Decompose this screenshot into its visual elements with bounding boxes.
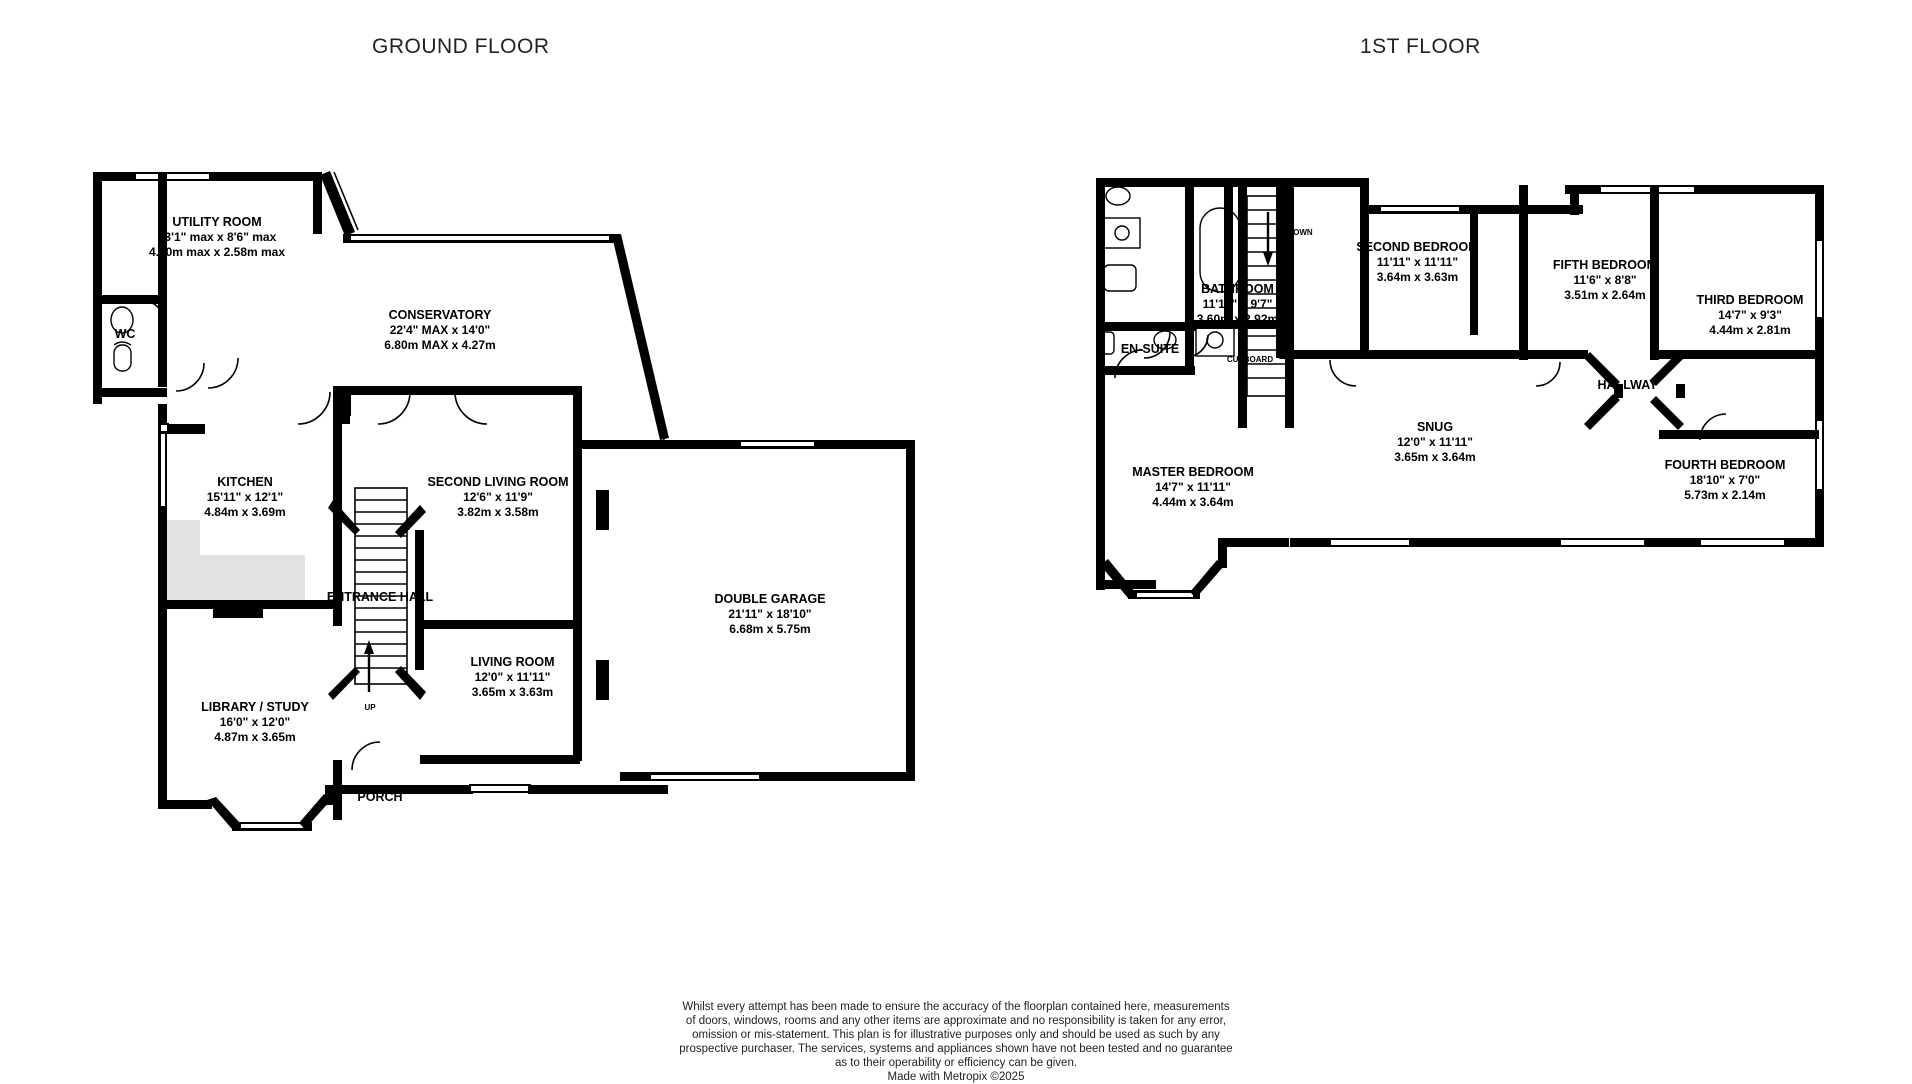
room-dim-metric: 4.84m x 3.69m — [204, 505, 286, 519]
room-name: SECOND BEDROOM — [1356, 240, 1479, 254]
room-name: MASTER BEDROOM — [1132, 465, 1254, 479]
room-dim-imperial: 12'0" x 11'11" — [474, 670, 551, 684]
room-name: SECOND LIVING ROOM — [427, 475, 569, 489]
room-dim-imperial: 12'0" x 11'11" — [1397, 435, 1473, 449]
disclaimer — [0, 1000, 1912, 1084]
room-label-fourth-bedroom — [1630, 458, 1820, 503]
room-dim-metric: 6.68m x 5.75m — [729, 622, 811, 636]
room-name: DOUBLE GARAGE — [714, 592, 826, 606]
disclaimer-line-3: omission or mis-statement. This plan is for illustrative purposes only and should be used as such by any — [692, 1029, 1220, 1041]
room-dim-imperial: 11'6" x 8'8" — [1573, 273, 1637, 287]
room-label-entrance-hall — [325, 590, 435, 605]
room-label-conservatory — [330, 308, 550, 353]
disclaimer-line-4: prospective purchaser. The services, systems and appliances shown have not been tested and no guarantee — [679, 1043, 1233, 1055]
room-dim-metric: 3.64m x 3.63m — [1376, 270, 1459, 284]
room-dim-metric: 4.87m x 3.65m — [214, 730, 296, 744]
room-dim-imperial: 14'7" x 11'11" — [1155, 480, 1231, 494]
room-dim-imperial: 11'10" x 9'7" — [1202, 297, 1273, 311]
ground-floor-title: GROUND FLOOR — [372, 35, 550, 58]
room-name: FOURTH BEDROOM — [1664, 458, 1786, 472]
room-name: CONSERVATORY — [388, 308, 492, 322]
room-label-en-suite — [1100, 342, 1200, 357]
room-label-bathroom — [1155, 282, 1320, 327]
room-label-second-bedroom — [1320, 240, 1515, 285]
room-label-porch — [335, 790, 425, 805]
first-floor-title: 1ST FLOOR — [1360, 35, 1481, 58]
room-name: HALLWAY — [1597, 378, 1658, 392]
room-label-landing — [1252, 348, 1362, 363]
room-dim-metric: 3.51m x 2.64m — [1564, 288, 1646, 302]
room-label-library-study — [160, 700, 350, 745]
room-name: LIBRARY / STUDY — [201, 700, 309, 714]
room-label-snug — [1360, 420, 1510, 465]
room-name: WC — [114, 327, 136, 341]
room-dim-imperial: 13'1" max x 8'6" max — [157, 230, 277, 244]
room-dim-imperial: 12'6" x 11'9" — [463, 490, 533, 504]
room-name: SNUG — [1416, 420, 1454, 434]
room-dim-metric: 3.60m x 2.92m — [1196, 312, 1279, 326]
room-name: LANDING — [1278, 348, 1336, 362]
room-name: ENTRANCE HALL — [326, 590, 434, 604]
room-name: FIFTH BEDROOM — [1552, 258, 1658, 272]
room-dim-imperial: 15'11" x 12'1" — [206, 490, 284, 504]
room-dim-imperial: 18'10" x 7'0" — [1689, 473, 1761, 487]
disclaimer-line-5: as to their operability or efficiency can be given. — [834, 1057, 1078, 1069]
room-label-hallway — [1560, 378, 1695, 393]
room-dim-metric: 5.73m x 2.14m — [1684, 488, 1766, 502]
room-dim-metric: 3.65m x 3.64m — [1394, 450, 1476, 464]
room-label-second-living — [398, 475, 598, 520]
room-dim-metric: 4.44m x 3.64m — [1152, 495, 1234, 509]
stair-direction-down: DOWN — [1287, 228, 1313, 237]
room-dim-metric: 6.80m MAX x 4.27m — [384, 338, 496, 352]
stair-direction-up: UP — [364, 703, 376, 712]
disclaimer-line-2: of doors, windows, rooms and any other items are approximate and no responsibility is taken for any error, — [685, 1015, 1227, 1027]
room-label-utility — [122, 215, 312, 260]
room-label-master-bedroom — [1098, 465, 1288, 510]
room-name: THIRD BEDROOM — [1696, 293, 1804, 307]
room-dim-imperial: 16'0" x 12'0" — [219, 715, 291, 729]
room-dim-imperial: 21'11" x 18'10" — [728, 607, 812, 621]
room-label-living-room — [420, 655, 605, 700]
disclaimer-line-1: Whilst every attempt has been made to ensure the accuracy of the floorplan contained here, measurements — [682, 1001, 1230, 1013]
room-label-wc — [95, 327, 155, 342]
room-dim-imperial: 14'7" x 9'3" — [1718, 308, 1782, 322]
room-dim-metric: 4.00m max x 2.58m max — [148, 245, 286, 259]
room-dim-imperial: 22'4" MAX x 14'0" — [389, 323, 491, 337]
room-name: LIVING ROOM — [470, 655, 555, 669]
room-name: KITCHEN — [217, 475, 273, 489]
room-name: BATHROOM — [1201, 282, 1274, 296]
room-label-kitchen — [160, 475, 330, 520]
room-name: EN-SUITE — [1120, 342, 1180, 356]
room-dim-metric: 4.44m x 2.81m — [1709, 323, 1791, 337]
room-name: PORCH — [357, 790, 403, 804]
room-label-third-bedroom — [1660, 293, 1840, 338]
room-label-cupboard: CUPBOARD — [1226, 355, 1274, 364]
room-name: UTILITY ROOM — [172, 215, 262, 229]
metropix-credit: Made with Metropix ©2025 — [887, 1071, 1025, 1083]
room-label-double-garage — [650, 592, 890, 637]
room-dim-metric: 3.65m x 3.63m — [471, 685, 554, 699]
room-dim-imperial: 11'11" x 11'11" — [1376, 255, 1459, 269]
room-dim-metric: 3.82m x 3.58m — [457, 505, 539, 519]
